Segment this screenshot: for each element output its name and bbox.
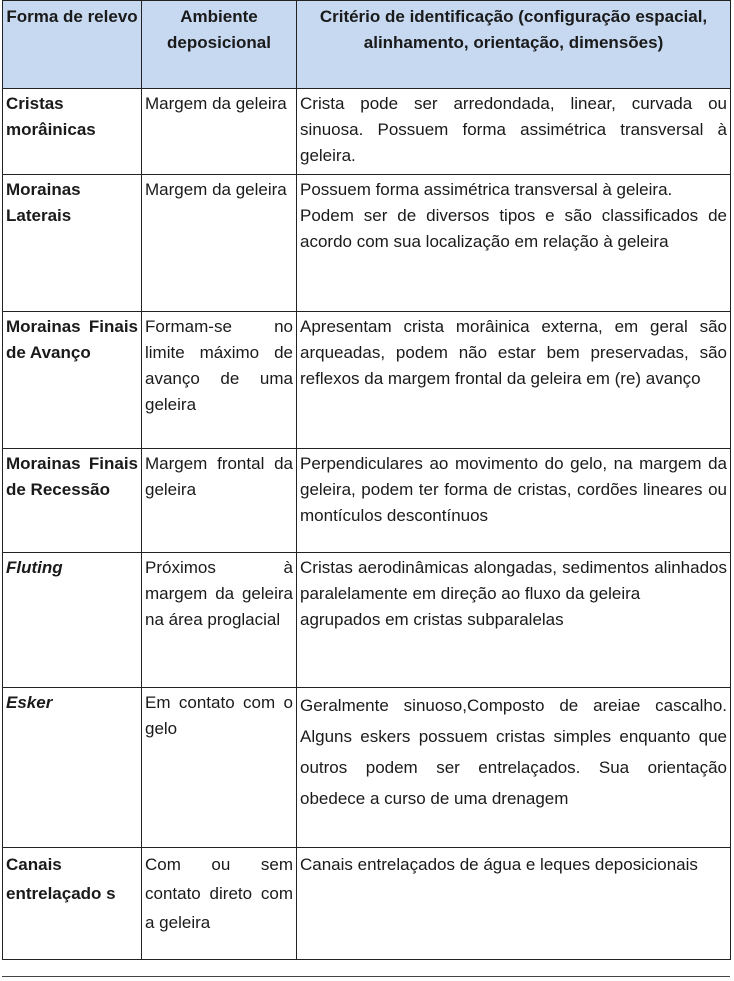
row-name: Cristas morâinicas: [3, 89, 142, 175]
row-name: Morainas Finais de Avanço: [3, 312, 142, 449]
row-environment: Próximos à margem da geleira na área proglacial: [142, 553, 297, 688]
criterion-text: Perpendiculares ao movimento do gelo, na margem da geleira, podem ter forma de cristas, cordões lineares ou montículos descontínuos: [300, 454, 727, 525]
table-row: [3, 89, 731, 175]
row-environment: Margem da geleira: [142, 175, 297, 312]
table-row: [3, 175, 731, 312]
row-criterion: [297, 688, 731, 848]
row-criterion: [297, 848, 731, 960]
row-environment: Formam-se no limite máximo de avanço de uma geleira: [142, 312, 297, 449]
table-row: [3, 449, 731, 553]
header-form: Forma de relevo: [3, 1, 142, 89]
row-criterion: [297, 175, 731, 312]
table-row: [3, 553, 731, 688]
landform-table: [2, 0, 731, 960]
criterion-text: Canais entrelaçados de água e leques deposicionais: [300, 855, 698, 874]
row-name: Fluting: [3, 553, 142, 688]
criterion-extra-text: agrupados em cristas subparalelas: [300, 610, 564, 629]
criterion-text: Geralmente sinuoso,Composto de areiae cascalho. Alguns eskers possuem cristas simples enquanto que outros podem ser entrelaçados. Sua orientação obedece a curso de uma drenagem: [300, 696, 727, 808]
row-criterion: [297, 553, 731, 688]
row-environment: Margem frontal da geleira: [142, 449, 297, 553]
criterion-text: Cristas aerodinâmicas alongadas, sedimentos alinhados paralelamente em direção ao fluxo da geleira: [300, 558, 727, 603]
row-criterion: [297, 89, 731, 175]
criterion-text: Crista pode ser arredondada, linear, curvada ou sinuosa. Possuem forma assimétrica transversal à geleira.: [300, 94, 727, 165]
row-name: Canais entrelaçado s: [3, 848, 142, 960]
row-name: Esker: [3, 688, 142, 848]
row-criterion: [297, 449, 731, 553]
criterion-text: Possuem forma assimétrica transversal à geleira.: [300, 180, 673, 199]
row-name: Morainas Laterais: [3, 175, 142, 312]
table-row: [3, 312, 731, 449]
row-environment: Margem da geleira: [142, 89, 297, 175]
criterion-extra-text: Podem ser de diversos tipos e são classificados de acordo com sua localização em relação à geleira: [300, 206, 727, 251]
bottom-divider: [2, 976, 730, 977]
criterion-text: Apresentam crista morâinica externa, em geral são arqueadas, podem não estar bem preservadas, são reflexos da margem frontal da geleira em (re) avanço: [300, 317, 727, 388]
row-environment: Em contato com o gelo: [142, 688, 297, 848]
row-criterion: [297, 312, 731, 449]
header-criterion: Critério de identificação (configuração espacial, alinhamento, orientação, dimensões): [297, 1, 731, 89]
row-environment: Com ou sem contato direto com a geleira: [142, 848, 297, 960]
header-row: [3, 1, 731, 89]
table-row: [3, 688, 731, 848]
row-name: Morainas Finais de Recessão: [3, 449, 142, 553]
table-row: [3, 848, 731, 960]
header-environment: Ambiente deposicional: [142, 1, 297, 89]
